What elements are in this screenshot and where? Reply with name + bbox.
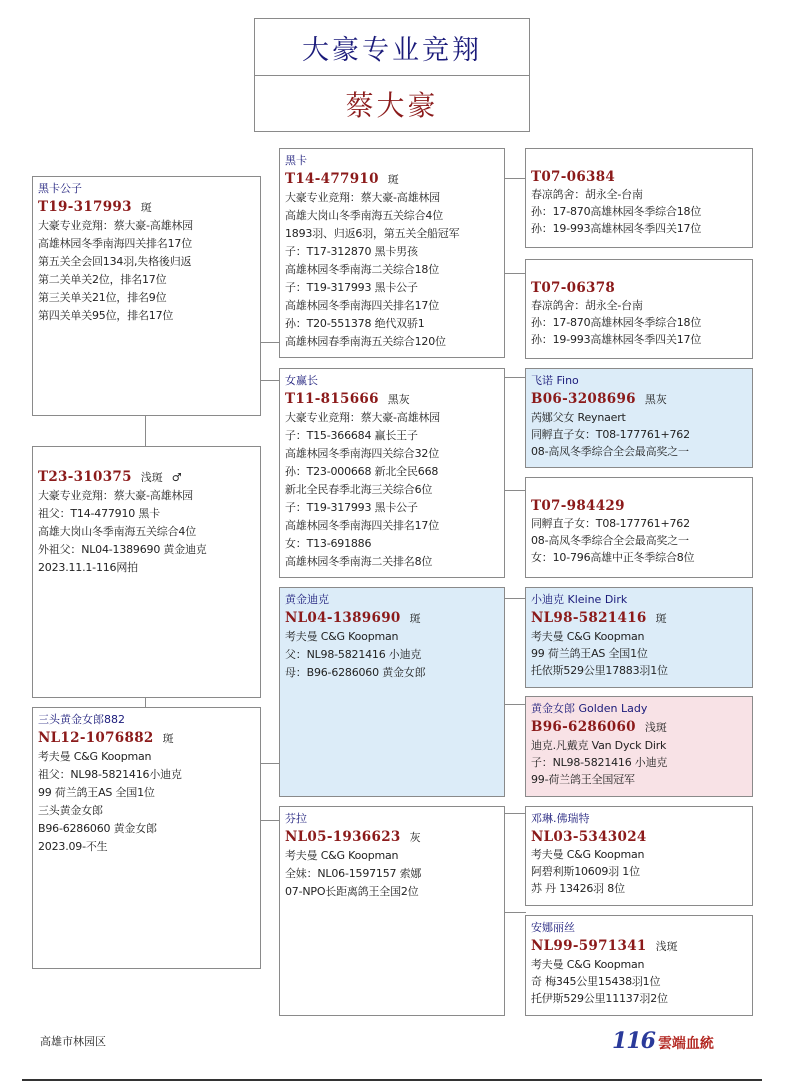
logo-number: 116 [612, 1028, 655, 1054]
bird-name: 三头黄金女郎882 [38, 713, 125, 726]
pedigree-line: 第五关全会回134羽,失格後归返 [38, 255, 192, 268]
pedigree-line: 祖父：T14-477910 黑卡 [38, 507, 160, 520]
ring-number: T14-477910 [285, 171, 379, 187]
pedigree-line: 孙：17-870高雄林园冬季综合18位 [531, 316, 702, 329]
pedigree-line: 芮娜父女 Reynaert [531, 411, 626, 424]
subject-card [32, 176, 261, 416]
connector [504, 273, 526, 274]
pedigree-line: 孙：T23-000668 新北全民668 [285, 465, 439, 478]
pedigree-line: 祖父：NL98-5821416小迪克 [38, 768, 182, 781]
loft-title: 大豪专业竞翔 [255, 19, 529, 76]
connector [504, 598, 526, 599]
ring-number: NL04-1389690 [285, 610, 401, 626]
pedigree-line: 大豪专业竞翔：蔡大豪-高雄林园 [38, 219, 193, 232]
bird-color: 浅斑 [644, 721, 667, 734]
ring-number: NL98-5821416 [531, 610, 647, 626]
pedigree-line: 第三关单关21位，排名9位 [38, 291, 167, 304]
connector [504, 704, 526, 705]
ring-number: NL99-5971341 [531, 938, 647, 954]
bird-color: 浅斑 [655, 940, 678, 953]
pedigree-line: B96-6286060 黄金女郎 [38, 822, 157, 835]
pedigree-line: 高雄林园冬季南海二关综合18位 [285, 263, 439, 276]
pedigree-line: 春凉鸽舍：胡永全-台南 [531, 299, 643, 312]
bird-name: 邓琳.佛瑞特 [531, 812, 590, 825]
pedigree-line: 子：T17-312870 黑卡男孩 [285, 245, 418, 258]
ring-number: NL05-1936623 [285, 829, 401, 845]
ring-number: B96-6286060 [531, 719, 636, 735]
divider [22, 1079, 762, 1081]
connector [504, 377, 526, 378]
logo-text: 雲端血統 [657, 1036, 714, 1052]
pedigree-line: 考夫曼 C&G Koopman [531, 958, 645, 971]
bird-color: 浅斑 [140, 471, 163, 484]
ancestor-card [525, 259, 753, 359]
pedigree-line: 第二关单关2位，排名17位 [38, 273, 167, 286]
bird-color: 黑灰 [387, 393, 410, 406]
sire-card [279, 148, 505, 358]
pedigree-line: 同孵直子女：T08-177761+762 [531, 428, 690, 441]
pedigree-line: 高雄林园冬季南海二关排名8位 [285, 555, 433, 568]
pedigree-line: 08-高凤冬季综合全会最高奖之一 [531, 445, 689, 458]
pedigree-line: 三头黄金女郎 [38, 804, 103, 817]
ring-number: T23-310375 [38, 469, 132, 485]
bird-color: 斑 [140, 201, 152, 214]
connector [504, 490, 526, 491]
pedigree-line: 托依斯529公里17883羽1位 [531, 664, 668, 677]
bird-name: 黄金迪克 [285, 593, 329, 606]
pedigree-line: 高雄林园冬季南海四关排名17位 [285, 299, 439, 312]
pedigree-line: 高雄林园冬季南海四关排名17位 [38, 237, 192, 250]
pedigree-line: 阿碧利斯10609羽 1位 [531, 865, 640, 878]
connector [504, 178, 526, 179]
pedigree-line: 大豪专业竞翔：蔡大豪-高雄林园 [285, 191, 440, 204]
pedigree-line: 同孵直子女：T08-177761+762 [531, 517, 690, 530]
pedigree-line: 考夫曼 C&G Koopman [531, 848, 645, 861]
bird-name: 黑卡公子 [38, 182, 82, 195]
ancestor-card [525, 587, 753, 688]
pedigree-line: 子：T19-317993 黑卡公子 [285, 501, 418, 514]
ring-number: B06-3208696 [531, 391, 636, 407]
pedigree-line: 外祖父：NL04-1389690 黄金迪克 [38, 543, 207, 556]
connector [260, 820, 280, 821]
dam-grand-card [32, 707, 261, 969]
pedigree-line: 考夫曼 C&G Koopman [38, 750, 152, 763]
bird-name: 黑卡 [285, 154, 307, 167]
dam-sire-card [279, 587, 505, 797]
pedigree-line: 高雄大岗山冬季南海五关综合4位 [38, 525, 196, 538]
connector [504, 912, 526, 913]
bird-color: 斑 [387, 173, 399, 186]
pedigree-line: 大豪专业竞翔：蔡大豪-高雄林园 [285, 411, 440, 424]
bird-name: 黄金女郎 Golden Lady [531, 702, 648, 715]
ring-number: T07-06384 [531, 169, 616, 185]
bird-color: 斑 [655, 612, 667, 625]
ancestor-card [525, 477, 753, 578]
connector [260, 763, 280, 764]
dam-dam-card [279, 806, 505, 1016]
sex-symbol: ♂ [171, 471, 182, 484]
bird-name: 安娜丽丝 [531, 921, 575, 934]
pedigree-line: 大豪专业竞翔：蔡大豪-高雄林园 [38, 489, 193, 502]
pedigree-line: 高雄大岗山冬季南海五关综合4位 [285, 209, 443, 222]
connector [260, 380, 280, 381]
title-box [254, 18, 530, 132]
pedigree-line: 99 荷兰鸽王AS 全国1位 [531, 647, 648, 660]
pedigree-line: 高雄林园春季南海五关综合120位 [285, 335, 446, 348]
ring-number: T19-317993 [38, 199, 132, 215]
owner-name: 蔡大豪 [345, 89, 439, 122]
pedigree-line: 2023.11.1-116网拍 [38, 561, 138, 574]
ring-number: T07-06378 [531, 280, 616, 296]
pedigree-line: 孙：T20-551378 绝代双骄1 [285, 317, 425, 330]
pedigree-line: 托伊斯529公里11137羽2位 [531, 992, 668, 1005]
connector [260, 342, 280, 343]
connector [145, 416, 146, 446]
pedigree-line: 孙：17-870高雄林园冬季综合18位 [531, 205, 702, 218]
ring-number: NL03-5343024 [531, 829, 647, 845]
pedigree-line: 女：10-796高雄中正冬季综合8位 [531, 551, 695, 564]
brand-logo [612, 1028, 714, 1054]
pedigree-line: 第四关单关95位，排名17位 [38, 309, 174, 322]
pedigree-line: 08-高凤冬季综合全会最高奖之一 [531, 534, 689, 547]
location-label: 高雄市林园区 [40, 1035, 106, 1048]
ring-number: NL12-1076882 [38, 730, 154, 746]
sire-dam-card [279, 368, 505, 578]
pedigree-line: 高雄林园冬季南海四关排名17位 [285, 519, 439, 532]
ancestor-card [525, 148, 753, 248]
pedigree-line: 苏 丹 13426羽 8位 [531, 882, 625, 895]
bird-color: 斑 [162, 732, 174, 745]
bird-name: 小迪克 Kleine Dirk [531, 593, 628, 606]
bird-color: 斑 [409, 612, 421, 625]
pedigree-line: 女：T13-691886 [285, 537, 372, 550]
pedigree-line: 高雄林园冬季南海四关综合32位 [285, 447, 439, 460]
pedigree-line: 2023.09-不生 [38, 840, 108, 853]
pedigree-line: 99-荷兰鸽王全国冠军 [531, 773, 635, 786]
ring-number: T07-984429 [531, 498, 625, 514]
pedigree-line: 奇 梅345公里15438羽1位 [531, 975, 661, 988]
bird-name: 女赢长 [285, 374, 318, 387]
dam-card [32, 446, 261, 698]
pedigree-line: 孙：19-993高雄林园冬季四关17位 [531, 222, 702, 235]
pedigree-line: 全妹：NL06-1597157 索娜 [285, 867, 422, 880]
pedigree-line: 1893羽、归返6羽，第五关全船冠军 [285, 227, 460, 240]
pedigree-line: 迪克.凡戴克 Van Dyck Dirk [531, 739, 667, 752]
pedigree-line: 考夫曼 C&G Koopman [531, 630, 645, 643]
pedigree-line: 子：NL98-5821416 小迪克 [531, 756, 668, 769]
pedigree-line: 考夫曼 C&G Koopman [285, 849, 399, 862]
pedigree-line: 孙：19-993高雄林园冬季四关17位 [531, 333, 702, 346]
bird-color: 灰 [409, 831, 421, 844]
ancestor-card [525, 806, 753, 906]
pedigree-line: 春凉鸽舍：胡永全-台南 [531, 188, 643, 201]
pedigree-line: 考夫曼 C&G Koopman [285, 630, 399, 643]
ancestor-card [525, 368, 753, 468]
pedigree-line: 新北全民春季北海三关综合6位 [285, 483, 433, 496]
connector [145, 697, 146, 707]
ring-number: T11-815666 [285, 391, 379, 407]
pedigree-line: 99 荷兰鸽王AS 全国1位 [38, 786, 155, 799]
pedigree-line: 子：T15-366684 赢长王子 [285, 429, 418, 442]
pedigree-line: 子：T19-317993 黑卡公子 [285, 281, 418, 294]
pedigree-line: 07-NPO长距离鸽王全国2位 [285, 885, 419, 898]
ancestor-card [525, 696, 753, 797]
bird-color: 黑灰 [644, 393, 667, 406]
bird-name: 芬拉 [285, 812, 307, 825]
connector [504, 813, 526, 814]
ancestor-card [525, 915, 753, 1016]
pedigree-line: 父：NL98-5821416 小迪克 [285, 648, 422, 661]
pedigree-line: 母：B96-6286060 黄金女郎 [285, 666, 426, 679]
bird-name: 飞诺 Fino [531, 374, 579, 387]
